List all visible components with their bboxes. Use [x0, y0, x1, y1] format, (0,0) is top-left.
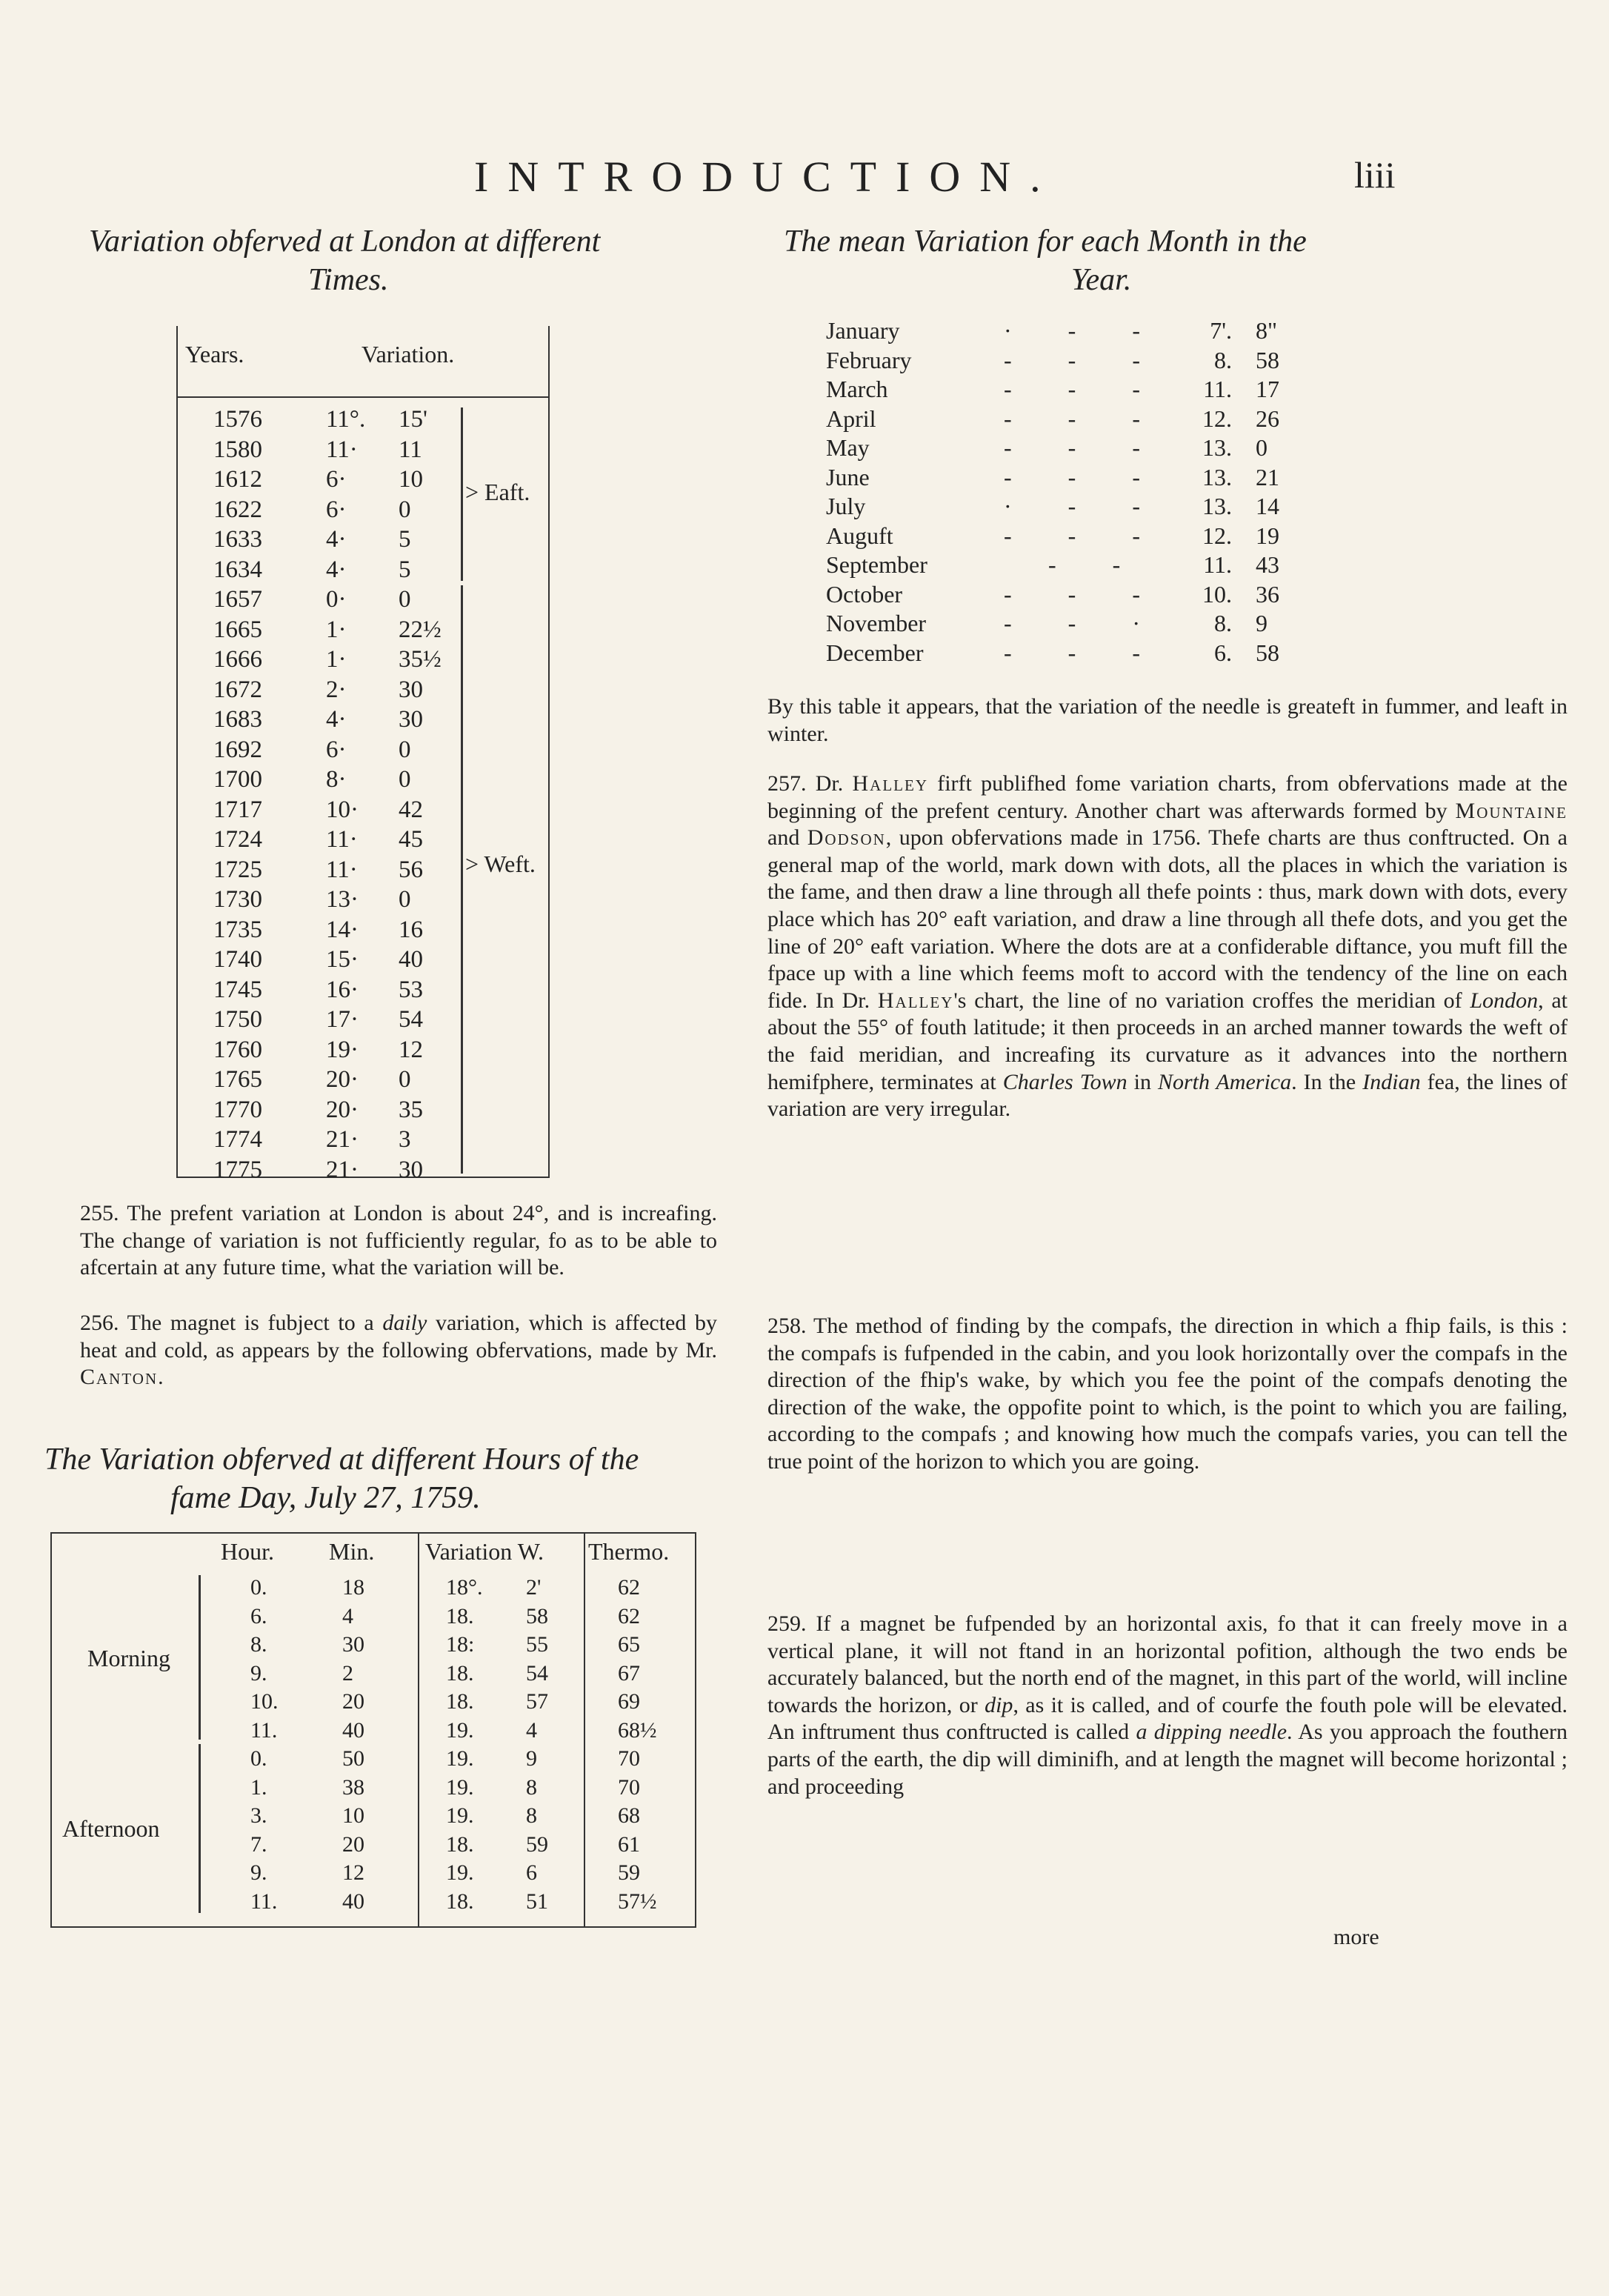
degrees-cell: 17· — [326, 1006, 359, 1033]
table-row — [178, 526, 548, 554]
col-header-variation: Variation. — [362, 341, 455, 367]
table-row — [178, 886, 548, 914]
thermo-cell: 70 — [618, 1746, 640, 1771]
month-row — [826, 551, 1345, 579]
year-cell: 1735 — [213, 916, 262, 943]
caption-line: The mean Variation for each Month in the — [784, 224, 1307, 259]
degrees-cell: 4· — [326, 526, 347, 553]
month-degrees: 12. — [1202, 522, 1232, 549]
month-name: June — [826, 463, 870, 490]
var-min-cell: 54 — [526, 1660, 548, 1686]
caption-line: The Variation obferved at different Hours of the — [44, 1443, 639, 1477]
min-cell: 40 — [342, 1717, 364, 1743]
degrees-cell: 11°. — [326, 406, 366, 433]
hour-cell: 0. — [250, 1575, 267, 1600]
hour-cell: 6. — [250, 1603, 267, 1628]
month-row — [826, 581, 1345, 609]
degrees-cell: 11· — [326, 436, 358, 463]
month-row — [826, 493, 1345, 521]
running-title: INTRODUCTION. — [474, 153, 1060, 201]
degrees-cell: 1· — [326, 646, 347, 673]
table-row — [178, 1126, 548, 1154]
year-cell: 1633 — [213, 526, 262, 553]
thermo-cell: 69 — [618, 1689, 640, 1714]
minutes-cell: 3 — [399, 1126, 411, 1153]
minutes-cell: 5 — [399, 526, 411, 553]
minutes-cell: 10 — [399, 466, 423, 493]
var-min-cell: 57 — [526, 1689, 548, 1714]
minutes-cell: 0 — [399, 766, 411, 793]
var-deg-cell: 18. — [446, 1889, 474, 1914]
degrees-cell: 1· — [326, 616, 347, 643]
var-min-cell: 2' — [526, 1575, 542, 1600]
degrees-cell: 21· — [326, 1126, 359, 1153]
hour-cell: 0. — [250, 1746, 267, 1771]
var-min-cell: 55 — [526, 1632, 548, 1657]
table-row — [178, 1157, 548, 1185]
month-name: April — [826, 405, 876, 432]
leader-dashes: · - - — [1004, 493, 1165, 519]
month-degrees: 10. — [1202, 580, 1232, 608]
table-row — [178, 1036, 548, 1065]
table-row — [52, 1575, 695, 1603]
minutes-cell: 30 — [399, 676, 423, 703]
min-cell: 20 — [342, 1689, 364, 1714]
table-row — [178, 1097, 548, 1125]
year-cell: 1700 — [213, 766, 262, 793]
var-min-cell: 8 — [526, 1803, 537, 1828]
hour-cell: 11. — [250, 1889, 278, 1914]
thermo-cell: 61 — [618, 1831, 640, 1857]
table-header — [178, 326, 548, 398]
year-cell: 1750 — [213, 1006, 262, 1033]
month-minutes: 19 — [1256, 522, 1279, 549]
leader-dashes: - - - — [1004, 522, 1165, 549]
hour-cell: 8. — [250, 1632, 267, 1657]
degrees-cell: 6· — [326, 466, 347, 493]
table-row — [52, 1718, 695, 1746]
var-min-cell: 8 — [526, 1774, 537, 1800]
var-min-cell: 59 — [526, 1831, 548, 1857]
leader-dashes: - - - — [1004, 346, 1165, 373]
month-minutes: 17 — [1256, 376, 1279, 402]
minutes-cell: 53 — [399, 976, 423, 1003]
table-row — [52, 1775, 695, 1803]
month-minutes: 0 — [1256, 434, 1267, 461]
month-degrees: 8. — [1214, 346, 1232, 373]
year-cell: 1775 — [213, 1156, 262, 1183]
east-brace — [461, 407, 463, 581]
year-cell: 1760 — [213, 1036, 262, 1063]
table-row — [178, 676, 548, 705]
hours-table-caption — [44, 1440, 711, 1517]
year-cell: 1745 — [213, 976, 262, 1003]
month-degrees: 6. — [1214, 639, 1232, 666]
month-row — [826, 464, 1345, 492]
minutes-cell: 16 — [399, 916, 423, 943]
years-variation-table — [176, 326, 550, 1183]
month-row — [826, 522, 1345, 550]
table-row — [178, 736, 548, 765]
minutes-cell: 30 — [399, 706, 423, 733]
min-cell: 30 — [342, 1632, 364, 1657]
table-row — [178, 796, 548, 825]
paragraph-257: 257. Dr. Halley firft publifhed fome variation charts, from obfervations made at the beginning of the prefent century. Another chart was afterwards formed by Mountaine and Dodson, upon obfervations made in 1756. Thefe charts are thus conftructed. On a general map of the world, mark down with dots, all the places in which the variation is the fame, and then draw a line through all thefe points : thus, mark down with dots, every place which has 20° eaft variation, and draw a line through all thefe dots, and you get the line of 20° eaft variation. Where the dots are at a confiderable diftance, you muft fill the fpace up with a line which feems moft to accord with the tendency of the line on each fide. In Dr. Halley's chart, the line of no variation croffes the meridian of London, at about the 55° of fouth latitude; it then proceeds in an arched manner towards the weft of the faid meridian, and increafing its curvature as it advances into the northern hemifphere, terminates at Charles Town in North America. In the Indian fea, the lines of variation are very irregular. — [767, 771, 1568, 1122]
var-deg-cell: 18. — [446, 1831, 474, 1857]
year-cell: 1725 — [213, 856, 262, 883]
minutes-cell: 0 — [399, 496, 411, 523]
month-row — [826, 376, 1345, 404]
minutes-cell: 5 — [399, 556, 411, 583]
degrees-cell: 0· — [326, 586, 347, 613]
month-name: February — [826, 346, 912, 373]
year-cell: 1774 — [213, 1126, 262, 1153]
min-cell: 20 — [342, 1831, 364, 1857]
minutes-cell: 0 — [399, 586, 411, 613]
degrees-cell: 20· — [326, 1066, 359, 1093]
var-deg-cell: 18. — [446, 1603, 474, 1628]
month-degrees: 13. — [1202, 493, 1232, 519]
leader-dashes: - - - — [1004, 463, 1165, 490]
year-cell: 1612 — [213, 466, 262, 493]
table-row — [52, 1632, 695, 1660]
degrees-cell: 13· — [326, 886, 359, 913]
month-name: January — [826, 317, 900, 344]
minutes-cell: 0 — [399, 886, 411, 913]
table-row — [52, 1889, 695, 1917]
leader-dashes: - - · — [1004, 610, 1165, 636]
leader-dashes: - - - — [1004, 639, 1165, 666]
var-deg-cell: 18. — [446, 1689, 474, 1714]
leader-dashes: - - - — [1004, 434, 1165, 461]
min-cell: 50 — [342, 1746, 364, 1771]
degrees-cell: 19· — [326, 1036, 359, 1063]
leader-dashes: - - - — [1004, 405, 1165, 432]
minutes-cell: 0 — [399, 736, 411, 763]
min-cell: 40 — [342, 1889, 364, 1914]
paragraph-256: 256. The magnet is fubject to a daily variation, which is affected by heat and cold, as appears by the following obfervations, made by Mr. Canton. — [80, 1311, 717, 1390]
month-row — [826, 317, 1345, 345]
year-cell: 1576 — [213, 406, 262, 433]
month-minutes: 58 — [1256, 346, 1279, 373]
table-row — [178, 706, 548, 734]
degrees-cell: 10· — [326, 796, 359, 823]
year-cell: 1657 — [213, 586, 262, 613]
month-degrees: 11. — [1203, 551, 1232, 578]
degrees-cell: 14· — [326, 916, 359, 943]
month-minutes: 26 — [1256, 405, 1279, 432]
table-row — [52, 1832, 695, 1860]
var-deg-cell: 19. — [446, 1717, 474, 1743]
thermo-cell: 59 — [618, 1860, 640, 1885]
month-minutes: 9 — [1256, 610, 1267, 636]
month-row — [826, 639, 1345, 668]
month-row — [826, 610, 1345, 638]
month-degrees: 11. — [1203, 376, 1232, 402]
month-minutes: 36 — [1256, 580, 1279, 608]
page-header — [0, 152, 1609, 204]
month-minutes: 8" — [1256, 317, 1278, 344]
table-row — [178, 586, 548, 614]
month-name: November — [826, 610, 927, 636]
var-deg-cell: 19. — [446, 1803, 474, 1828]
degrees-cell: 21· — [326, 1156, 359, 1183]
degrees-cell: 20· — [326, 1096, 359, 1123]
thermo-cell: 62 — [618, 1575, 640, 1600]
leader-dashes: - - — [1048, 551, 1146, 578]
degrees-cell: 6· — [326, 496, 347, 523]
month-degrees: 8. — [1214, 610, 1232, 636]
degrees-cell: 2· — [326, 676, 347, 703]
month-degrees: 12. — [1202, 405, 1232, 432]
year-cell: 1634 — [213, 556, 262, 583]
year-cell: 1765 — [213, 1066, 262, 1093]
month-row — [826, 347, 1345, 375]
monthly-table-caption — [784, 222, 1569, 299]
caption-line: Variation obferved at London at different — [89, 224, 601, 259]
month-name: September — [826, 551, 927, 578]
west-brace — [461, 585, 463, 1174]
year-cell: 1665 — [213, 616, 262, 643]
table-row — [178, 616, 548, 645]
var-deg-cell: 19. — [446, 1746, 474, 1771]
degrees-cell: 4· — [326, 556, 347, 583]
month-row — [826, 405, 1345, 433]
var-deg-cell: 19. — [446, 1860, 474, 1885]
hour-cell: 10. — [250, 1689, 279, 1714]
hour-cell: 3. — [250, 1803, 267, 1828]
morning-label: Morning — [87, 1645, 170, 1671]
table-row — [178, 946, 548, 974]
col-header-min: Min. — [329, 1538, 375, 1565]
caption-line: fame Day, July 27, 1759. — [170, 1481, 481, 1515]
table-row — [52, 1604, 695, 1631]
month-row — [826, 434, 1345, 462]
minutes-cell: 42 — [399, 796, 423, 823]
thermo-cell: 67 — [618, 1660, 640, 1686]
var-min-cell: 4 — [526, 1717, 537, 1743]
table-row — [178, 916, 548, 945]
hours-variation-table — [50, 1532, 696, 1928]
thermo-cell: 62 — [618, 1603, 640, 1628]
table-row — [178, 436, 548, 465]
var-deg-cell: 18. — [446, 1660, 474, 1686]
paragraph-258: 258. The method of finding by the compafs, the direction in which a fhip fails, is this : the compafs is fufpended in the cabin, and you look horizontally over the compafs in the direction of the fhip's wake, by which you fee the point of the compafs denoting the direction of the wake, the oppofite point to which, is the point to which you are failing, according to the compafs ; and knowing how much the compafs varies, you can tell the true point of the horizon to which you are going. — [767, 1314, 1568, 1474]
hour-cell: 7. — [250, 1831, 267, 1857]
hour-cell: 9. — [250, 1660, 267, 1686]
thermo-cell: 65 — [618, 1632, 640, 1657]
year-cell: 1666 — [213, 646, 262, 673]
paragraph-table-note: By this table it appears, that the variation of the needle is greateft in fummer, and leaft in winter. — [767, 694, 1568, 746]
min-cell: 4 — [342, 1603, 353, 1628]
hour-cell: 11. — [250, 1717, 278, 1743]
month-name: March — [826, 376, 888, 402]
year-cell: 1580 — [213, 436, 262, 463]
table-row — [178, 646, 548, 674]
min-cell: 10 — [342, 1803, 364, 1828]
year-cell: 1622 — [213, 496, 262, 523]
thermo-cell: 68½ — [618, 1717, 657, 1743]
caption-line: Year. — [1071, 263, 1132, 297]
year-cell: 1683 — [213, 706, 262, 733]
minutes-cell: 12 — [399, 1036, 423, 1063]
col-header-thermo: Thermo. — [588, 1538, 670, 1565]
table-row — [178, 406, 548, 434]
leader-dashes: - - - — [1004, 580, 1165, 608]
minutes-cell: 11 — [399, 436, 422, 463]
table-row — [178, 1066, 548, 1094]
var-deg-cell: 19. — [446, 1774, 474, 1800]
page-number: liii — [1354, 154, 1396, 196]
hour-cell: 1. — [250, 1774, 267, 1800]
var-min-cell: 9 — [526, 1746, 537, 1771]
month-minutes: 21 — [1256, 463, 1279, 490]
col-header-hour: Hour. — [221, 1538, 274, 1565]
table-row — [178, 556, 548, 585]
month-minutes: 14 — [1256, 493, 1279, 519]
min-cell: 38 — [342, 1774, 364, 1800]
minutes-cell: 54 — [399, 1006, 423, 1033]
minutes-cell: 45 — [399, 826, 423, 853]
month-name: December — [826, 639, 924, 666]
table-row — [52, 1860, 695, 1888]
month-minutes: 58 — [1256, 639, 1279, 666]
degrees-cell: 4· — [326, 706, 347, 733]
caption-line: Times. — [308, 263, 389, 297]
min-cell: 18 — [342, 1575, 364, 1600]
degrees-cell: 11· — [326, 826, 358, 853]
year-cell: 1730 — [213, 886, 262, 913]
minutes-cell: 40 — [399, 946, 423, 973]
month-name: July — [826, 493, 866, 519]
west-label: > Weft. — [465, 851, 536, 877]
year-cell: 1740 — [213, 946, 262, 973]
table-row — [52, 1803, 695, 1831]
min-cell: 2 — [342, 1660, 353, 1686]
table-row — [52, 1661, 695, 1688]
month-name: October — [826, 580, 903, 608]
table-row — [52, 1689, 695, 1717]
table-row — [178, 766, 548, 794]
minutes-cell: 22½ — [399, 616, 442, 643]
var-min-cell: 58 — [526, 1603, 548, 1628]
east-label: > Eaft. — [465, 479, 530, 505]
year-cell: 1770 — [213, 1096, 262, 1123]
afternoon-label: Afternoon — [62, 1815, 160, 1842]
col-header-variation: Variation W. — [425, 1538, 544, 1565]
thermo-cell: 70 — [618, 1774, 640, 1800]
leader-dashes: · - - — [1004, 317, 1165, 344]
year-cell: 1672 — [213, 676, 262, 703]
month-degrees: 13. — [1202, 434, 1232, 461]
degrees-cell: 6· — [326, 736, 347, 763]
years-table-caption — [89, 222, 711, 299]
minutes-cell: 35 — [399, 1096, 423, 1123]
minutes-cell: 35½ — [399, 646, 442, 673]
catchword: more — [1333, 1925, 1379, 1949]
month-minutes: 43 — [1256, 551, 1279, 578]
month-degrees: 7'. — [1210, 317, 1232, 344]
thermo-cell: 57½ — [618, 1889, 657, 1914]
minutes-cell: 15' — [399, 406, 427, 433]
month-degrees: 13. — [1202, 463, 1232, 490]
table-row — [178, 976, 548, 1005]
year-cell: 1692 — [213, 736, 262, 763]
table-row — [52, 1746, 695, 1774]
paragraph-255: 255. The prefent variation at London is about 24°, and is increafing. The change of variation is not fufficiently regular, fo as to be able to afcertain at any future time, what the variation will be. — [80, 1201, 717, 1280]
month-name: Auguft — [826, 522, 893, 549]
minutes-cell: 56 — [399, 856, 423, 883]
degrees-cell: 8· — [326, 766, 347, 793]
col-header-years: Years. — [185, 341, 244, 367]
year-cell: 1717 — [213, 796, 262, 823]
year-cell: 1724 — [213, 826, 262, 853]
var-deg-cell: 18: — [446, 1632, 475, 1657]
var-min-cell: 6 — [526, 1860, 537, 1885]
min-cell: 12 — [342, 1860, 364, 1885]
degrees-cell: 15· — [326, 946, 359, 973]
table-row — [178, 1006, 548, 1034]
minutes-cell: 0 — [399, 1066, 411, 1093]
paragraph-259: 259. If a magnet be fufpended by an horizontal axis, fo that it can freely move in a vertical plane, it will not ftand in an horizontal pofition, although the two ends be accurately balanced, but the north end of the magnet, in this part of the world, will incline towards the horizon, or dip, as it is called, and of courfe the fouth pole will be elevated. An inftrument thus conftructed is called a dipping needle. As you approach the fouthern parts of the earth, the dip will diminifh, and at length the magnet will become horizontal ; and proceeding — [767, 1611, 1568, 1799]
thermo-cell: 68 — [618, 1803, 640, 1828]
minutes-cell: 30 — [399, 1156, 423, 1183]
degrees-cell: 11· — [326, 856, 358, 883]
var-min-cell: 51 — [526, 1889, 548, 1914]
hour-cell: 9. — [250, 1860, 267, 1885]
var-deg-cell: 18°. — [446, 1575, 483, 1600]
degrees-cell: 16· — [326, 976, 359, 1003]
leader-dashes: - - - — [1004, 376, 1165, 402]
month-name: May — [826, 434, 870, 461]
